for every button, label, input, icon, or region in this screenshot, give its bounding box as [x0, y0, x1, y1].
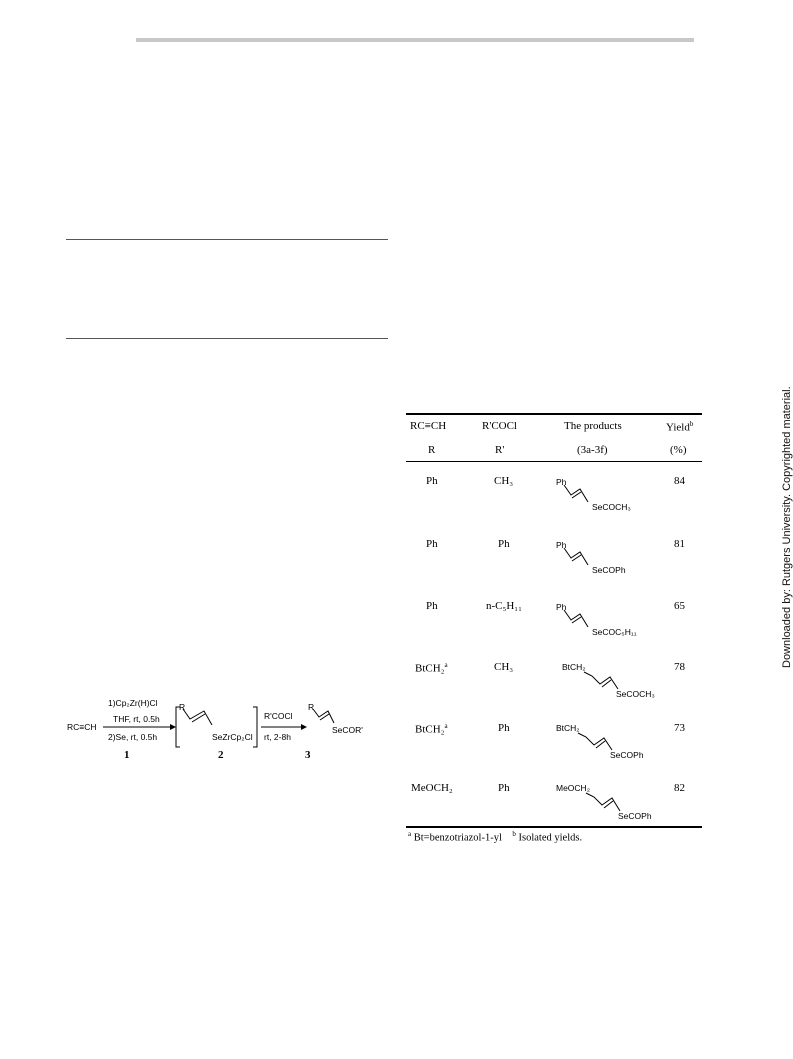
- table-bottom-rule: [406, 826, 702, 828]
- product-r: MeOCH₂: [556, 783, 590, 793]
- header-products: The products: [564, 420, 622, 432]
- step2-conditions: rt, 2-8h: [264, 732, 291, 742]
- product-group: SeCOR': [332, 725, 363, 735]
- product-group: SeCOPh: [592, 565, 626, 575]
- header-acyl-chloride: R'COCl: [482, 420, 517, 432]
- row-rprime: Ph: [498, 782, 510, 794]
- row-yield: 82: [674, 782, 685, 794]
- compound-number-3: 3: [305, 749, 311, 761]
- product-r: BtCH₂: [562, 662, 586, 672]
- row-rprime: Ph: [498, 722, 510, 734]
- compound-number-2: 2: [218, 749, 224, 761]
- row-yield: 81: [674, 538, 685, 550]
- product-r: Ph: [556, 477, 567, 487]
- header-alkyne: RC≡CH: [410, 420, 447, 432]
- row-rprime: CH₃: [494, 661, 514, 673]
- reaction-scheme: [66, 695, 386, 775]
- header-yield: Yield$^b$: [666, 420, 694, 434]
- step1-reagent: 1)Cp₂Zr(H)Cl: [108, 698, 158, 708]
- reactant-label: RC≡CH: [67, 722, 97, 732]
- copyright-notice: Downloaded by: Rutgers University. Copyrighted material.: [781, 386, 793, 668]
- step2-reagent: R'COCl: [264, 711, 293, 721]
- compound-number-1: 1: [124, 749, 130, 761]
- product-group: SeCOPh: [618, 811, 652, 821]
- product-r: R: [308, 702, 315, 712]
- row-r: Ph: [426, 600, 438, 612]
- table-top-rule: [406, 413, 702, 415]
- product-group: SeCOC₅H₁₁: [592, 627, 637, 637]
- step1-conditions: THF, rt, 0.5h: [113, 714, 160, 724]
- product-group: SeCOCH₃: [616, 689, 655, 699]
- product-r: BtCH₂: [556, 723, 580, 733]
- row-r: Ph: [426, 538, 438, 550]
- header-rprime: R': [495, 444, 505, 456]
- product-group: SeCOPh: [610, 750, 644, 760]
- product-r: Ph: [556, 540, 567, 550]
- intermediate-r: R: [179, 702, 186, 712]
- header-products-range: (3a-3f): [577, 444, 608, 456]
- row-r: BtCH₂$^a$: [415, 722, 448, 736]
- row-r: Ph: [426, 475, 438, 487]
- header-r: R: [428, 444, 436, 456]
- header-yield-unit: (%): [670, 444, 687, 456]
- row-yield: 65: [674, 600, 685, 612]
- row-yield: 73: [674, 722, 685, 734]
- row-yield: 78: [674, 661, 685, 673]
- top-rule: [66, 239, 388, 240]
- row-r: MeOCH₂: [411, 782, 453, 794]
- intermediate-group: SeZrCp₂Cl: [212, 732, 253, 742]
- header-bar: [136, 38, 694, 42]
- table-footnote: $^a$ Bt=benzotriazol-1-yl $^b$ Isolated yields.: [408, 830, 583, 844]
- row-rprime: CH₃: [494, 475, 514, 487]
- product-r: Ph: [556, 602, 567, 612]
- bottom-rule: [66, 338, 388, 339]
- table-header-rule: [406, 461, 702, 462]
- row-rprime: Ph: [498, 538, 510, 550]
- row-yield: 84: [674, 475, 685, 487]
- step1-reagent-2: 2)Se, rt, 0.5h: [108, 732, 158, 742]
- row-r: BtCH₂$^a$: [415, 661, 448, 675]
- product-group: SeCOCH₃: [592, 502, 631, 512]
- row-rprime: n-C₅H₁₁: [486, 600, 522, 612]
